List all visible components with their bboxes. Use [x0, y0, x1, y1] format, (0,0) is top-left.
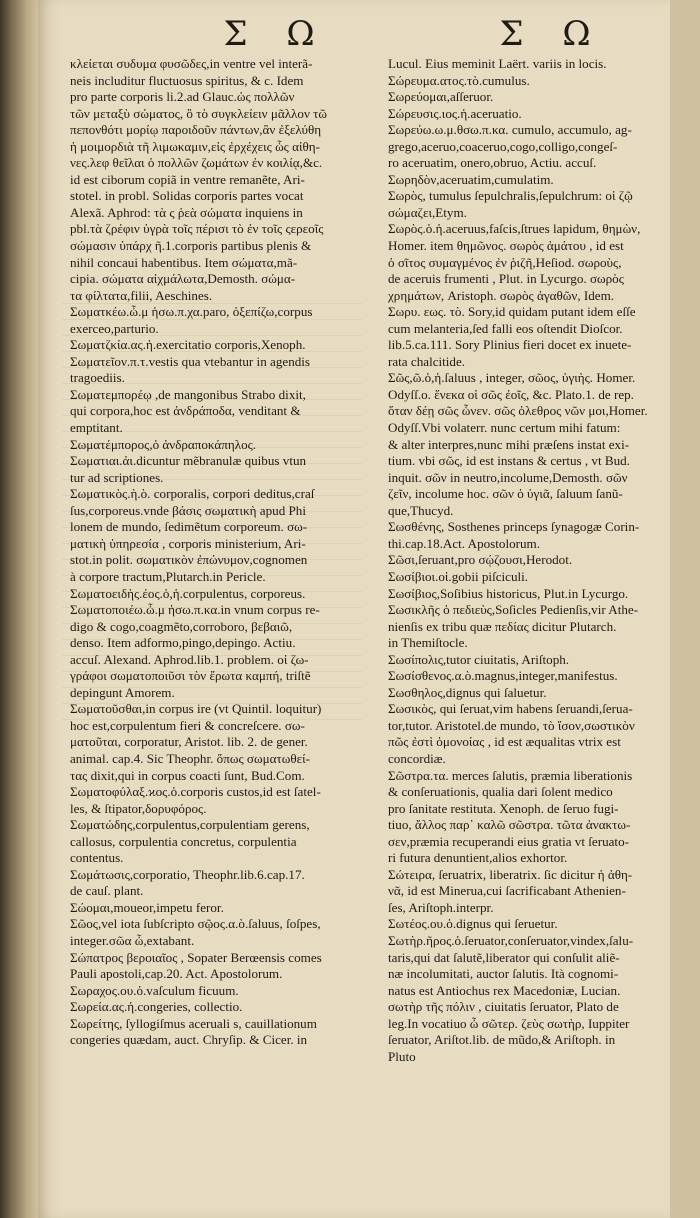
text-line: de aceruis frumenti , Plut. in Lycurgo. σωρὸς — [388, 271, 624, 287]
text-line: Σώπατρος βεροιαῖος , Sopater Berœensis comes — [70, 949, 322, 965]
text-line: næ incolumitati, auctor ſalutis. Ità cognomi- — [388, 966, 619, 982]
text-line: lib.5.ca.111. Sory Plinius fieri docet ex inuete- — [388, 337, 632, 353]
text-line: lonem de mundo, ſedimẽtum corporeum. σω- — [70, 519, 308, 535]
text-line: emptitant. — [70, 420, 123, 436]
text-line: Σωσίβιοι.οἱ.gobii piſciculi. — [388, 568, 529, 584]
text-line: Σωματοποιέω.ὦ.μ ἡσω.π.κα.in vnum corpus re- — [70, 602, 320, 618]
text-line: πεπονθότι μορίῳ παροιδοῦν πάντων,ἂν ἐξελύθη — [70, 122, 322, 138]
text-line: Σωρὸς.ὁ.ἡ.aceruus,faſcis,ſtrues lapidum, θημὼν, — [388, 221, 641, 237]
text-line: Odyſſ.ο. ἕνεκα οἱ σῶς ἐοῖς, &c. Plato.1. de rep. — [388, 386, 634, 402]
text-line: Σωτέος.ου.ὁ.dignus qui ſeruetur. — [388, 916, 558, 932]
text-line: Homer. item θημῶνος. σωρὸς ἀμάτου , id est — [388, 238, 624, 254]
text-line: ἡ μοιμορδιὰ τῆ λιμωκαμιν,εἰς ἐρχέχεις ὧς αἰθη- — [70, 138, 321, 154]
text-line: σεν,præmia recuperandi eius gratia vt ſeruato- — [388, 833, 629, 849]
text-line: stotel. in probl. Solidas corporis partes vocat — [70, 188, 304, 204]
text-line: accuſ. Alexand. Aphrod.lib.1. problem. οἱ ζω- — [70, 651, 309, 667]
text-line: Σωρεία.ας.ἡ.congeries, collectio. — [70, 999, 243, 1015]
text-line: Σωματεῖον.π.τ.vestis qua vtebantur in agendis — [70, 353, 311, 369]
text-line: Σωρηδὸν,aceruatim,cumulatim. — [388, 171, 554, 187]
text-line: cipia. σώματα αἰχμάλωτα,Demosth. σώμα- — [70, 271, 296, 287]
text-line: natus est Antiochus rex Macedoniæ, Lucian. — [388, 982, 621, 998]
text-line: leg.In vocatiuo ὦ σῶτερ. ζεὺς σωτὴρ, Iuppiter — [388, 1015, 630, 1031]
text-line: Σώρευσις.ιος.ἡ.aceruatio. — [388, 105, 522, 121]
text-line: ὁ σῖτος συμαγμένος ἐν ῥιζῆ,Heſiod. σωροὺς, — [388, 254, 622, 270]
text-line: cum melanteria,ſed falli eos oſtendit Dioſcor. — [388, 320, 623, 336]
text-line: πῶς ἐστὶ ὁμονοίας , id est æqualitas vtrix est — [388, 734, 621, 750]
text-line: Σωμάτωσις,corporatio, Theophr.lib.6.cap.17. — [70, 866, 305, 882]
text-line: rata chalcitide. — [388, 353, 466, 369]
text-line: id est ciborum copiã in ventre remanẽte, Ari- — [70, 171, 305, 187]
book-gutter — [0, 0, 38, 1218]
text-line: integer.σῶα ὦ,extabant. — [70, 932, 195, 948]
text-line: Σωματοῦσθαι,in corpus ire (vt Quintil. loquitur) — [70, 701, 322, 717]
text-line: Σωματιαι.ἀι.dicuntur mẽbranulæ quibus vtun — [70, 453, 307, 469]
text-line: tor,tutor. Aristotel.de mundo, τὸ ἴσον,σωστικὸν — [388, 717, 635, 733]
text-line: tragoediis. — [70, 370, 125, 386]
text-line: Σωρείτης, ſyllogiſmus aceruali s, cauillationum — [70, 1015, 317, 1031]
text-line: digo & cogo,coagmẽto,corroboro, βεβαιῶ, — [70, 618, 293, 634]
text-line: les, & ſtipator,δορυφόρος. — [70, 800, 207, 816]
text-line: Pluto — [388, 1048, 416, 1064]
text-line: exerceo,parturio. — [70, 320, 159, 336]
right-column — [388, 56, 682, 1065]
text-line: τας dixit,qui in corpus coacti ſunt, Bud.Com. — [70, 767, 305, 783]
text-line: tiuo, ἄλλος παρ᾽ καλῶ σῶστρα. τῶτα ἀνακτω- — [388, 817, 631, 833]
text-line: Σωσικὸς, qui ſeruat,vim habens ſeruandi,ſerua- — [388, 701, 633, 717]
text-line: Σώρευμα.ατος.τὸ.cumulus. — [388, 72, 530, 88]
text-line: grego,aceruo,coaceruo,cogo,colligo,congeſ- — [388, 138, 618, 154]
text-line: congeries quædam, auct. Chryſip. & Cicer. in — [70, 1032, 308, 1048]
text-line: stot.in polit. σωματικὸν ἐπώνυμον,cognomen — [70, 552, 308, 568]
text-line: Σωματοφύλαξ.ϰος.ὁ.corporis custos,id est ſatel- — [70, 784, 321, 800]
text-line: pro ſanitate restituta. Xenoph. de ſeruo fugi- — [388, 800, 619, 816]
text-line: κλείεται συδυμα φυσῶδες,in ventre vel interã- — [70, 56, 313, 71]
text-line: Σωρεύω.ω.μ.θσω.π.κα. cumulo, accumulo, ag- — [388, 122, 632, 138]
text-line: Σωρυ. εως. τὸ. Sory,id quidam putant idem eſſe — [388, 304, 636, 320]
text-line: tur ad scriptiones. — [70, 469, 164, 485]
text-line: pro parte corporis li.2.ad Glauc.ὡς πολλῶν — [70, 89, 295, 105]
text-line: νᾶ, id est Minerua,cui ſacrificabant Athenien- — [388, 883, 626, 899]
text-line: Σωσικλῆς ὁ πεδιεὺς,Soſicles Pedienſis,vir Athe- — [388, 602, 639, 618]
text-line: Σωρεύομαι,aſſeruor. — [388, 89, 494, 105]
text-line: Σωσθένης, Sosthenes princeps ſynagogæ Corin- — [388, 519, 640, 535]
text-line: Σωσίπολις,tutor ciuitatis, Ariſtoph. — [388, 651, 570, 667]
text-line: Odyſſ.Vbi volaterr. nunc certum mihi fatum: — [388, 420, 621, 436]
text-line: depingunt Amorem. — [70, 684, 175, 700]
text-line: Σωματοειδὴς.έος.ὁ,ἡ.corpulentus, corporeus. — [70, 585, 306, 601]
text-line: τα φίλτατα,filii, Aeschines. — [70, 287, 213, 303]
text-line: Pauli apostoli,cap.20. Act. Apostolorum. — [70, 966, 283, 982]
left-column — [70, 56, 370, 1049]
text-line: ζεῖν, incolume hoc. σῶν ὁ ὑγιᾶ, ſaluum ſanũ- — [388, 486, 623, 502]
text-line: in Themiſtocle. — [388, 635, 468, 651]
text-line: callosus, corpulentia concretus, corpulentia — [70, 833, 297, 849]
text-line: hoc est,corpulentum fieri & concreſcere. σω- — [70, 717, 305, 733]
text-line: concordiæ. — [388, 750, 446, 766]
text-line: Σωματκέω.ὦ.μ ἡσω.π.χα.paro, ὀξεπίζω,corpus — [70, 304, 313, 320]
text-line: ματικὴ ὑπηρεσία , corporis ministerium, Ari- — [70, 535, 306, 551]
text-line: Σωσίσθενος.α.ὸ.magnus,integer,manifestus. — [388, 668, 618, 684]
text-line: nihil concaui habentibus. Item σώματα,mã- — [70, 254, 298, 270]
text-line: σώμαζει,Etym. — [388, 204, 467, 220]
text-line: Σῶστρα.τα. merces ſalutis, præmia liberationis — [388, 767, 633, 783]
text-line: Lucul. Eius meminit Laërt. variis in locis. — [388, 56, 607, 71]
text-line: Σωραχος.ου.ὁ.vaſculum ficuum. — [70, 982, 239, 998]
text-line: Σώτειρα, ſeruatrix, liberatrix. ſic dicitur ἡ ἀθη- — [388, 866, 633, 882]
running-head-left: Σ Ω — [223, 14, 329, 54]
text-line: Σωτὴρ.ῆρος.ὁ.ſeruator,conſeruator,vindex,ſalu- — [388, 932, 634, 948]
text-line: τῶν μεταξὺ σώματος, ὃ τὸ συγκλείειν μᾶλλον τῶ — [70, 105, 328, 121]
text-line: νες.λεφ θεῖλαι ὁ πολλῶν ζωμάτων ἐν κοιλίᾳ,&c. — [70, 155, 323, 171]
text-line: & conſeruationis, qualia dari ſolent medico — [388, 784, 613, 800]
text-line: nienſis ex tribu quæ πεδίας dicitur Plutarch. — [388, 618, 617, 634]
text-line: Σωματικὸς.ὴ.ὸ. corporalis, corpori deditus,craſ — [70, 486, 315, 502]
running-head-right: Σ Ω — [499, 14, 605, 54]
text-line: animal. cap.4. Sic Theophr. ὅπως σωματωθεί- — [70, 750, 310, 766]
text-line: neis includitur fluctuosus spiritus, & c. Idem — [70, 72, 304, 88]
text-line: inquit. σῶν in neutro,incolume,Demosth. σῶν — [388, 469, 628, 485]
text-line: qui corpora,hoc est ἀνδράποδα, venditant & — [70, 403, 301, 419]
text-line: ro aceruatim, onero,obruo, Actiu. accuſ. — [388, 155, 597, 171]
text-line: & alter interpres,nunc mihi præſens instat exi- — [388, 436, 630, 452]
text-line: ματοῦται, corporatur, Aristot. lib. 2. de gener. — [70, 734, 308, 750]
text-line: Σωματώδης,corpulentus,corpulentiam gerens, — [70, 817, 310, 833]
text-line: γράφοι σωματοποιῦσι τὸν ἔρωτα καμπή, triſtẽ — [70, 668, 311, 684]
text-line: Σωσθηλος,dignus qui ſaluetur. — [388, 684, 547, 700]
text-line: thi.cap.18.Act. Apostolorum. — [388, 535, 541, 551]
text-line: Σωματέμπορος,ὁ ἀνδραποκάπηλος. — [70, 436, 257, 452]
text-line: à corpore tractum,Plutarch.in Pericle. — [70, 568, 266, 584]
text-line: Σῶς,ῶ.ὁ,ἡ.ſaluus , integer, σῶος, ὑγιὴς. Homer. — [388, 370, 636, 386]
text-line: contentus. — [70, 850, 124, 866]
text-line: Σωρὸς, tumulus ſepulchralis,ſepulchrum: οἱ ζῷ — [388, 188, 633, 204]
text-line: Σωματεμπορέῳ ,de mangonibus Strabo dixit, — [70, 386, 306, 402]
text-line: Σώομαι,moueor,impetu feror. — [70, 899, 224, 915]
text-line: Σῶος,vel iota ſubſcripto σῷος.α.ὸ.ſaluus, ſoſpes, — [70, 916, 321, 932]
text-line: denso. Item adformo,pingo,depingo. Actiu. — [70, 635, 296, 651]
text-line: pbl.τὰ ζρέφιν ὑγρὰ τοῖς πέρισι τὸ ἐν τοῖς ςερεοῖς — [70, 221, 324, 237]
text-line: χρημάτων, Aristoph. σωρὸς ἀγαθῶν, Idem. — [388, 287, 615, 303]
text-line: ſeruator, Ariſtot.lib. de mũdo,& Ariſtoph. in — [388, 1032, 616, 1048]
text-line: σωτὴρ τῆς πόλιν , ciuitatis ſeruator, Plato de — [388, 999, 619, 1015]
text-line: de cauſ. plant. — [70, 883, 144, 899]
text-line: Σωματζκία.ας.ἡ.exercitatio corporis,Xenoph. — [70, 337, 306, 353]
text-line: que,Thucyd. — [388, 502, 454, 518]
text-line: Alexã. Aphrod: τὰ ς ῥεὰ σώματα inquiens in — [70, 204, 303, 220]
text-line: Σῶσι,ſeruant,pro σῴζουσι,Herodot. — [388, 552, 573, 568]
text-line: tium. vbi σῶς, id est instans & certus , vt Bud. — [388, 453, 630, 469]
text-line: taris,qui dat ſalutẽ,liberator qui conſulit aliẽ- — [388, 949, 620, 965]
text-line: σώμασιν ὑπάρχ ῆ.1.corporis partibus plenis & — [70, 238, 312, 254]
text-line: ὅταν δέῃ σῶς ὧνεν. σῶς ὀλεθρος νῶν μοι,Homer. — [388, 403, 648, 419]
text-line: ri futura denuntient,alios exhortor. — [388, 850, 568, 866]
text-line: ſus,corporeus.vnde βάσις σωματικὴ apud Phi — [70, 502, 306, 518]
text-line: ſes, Ariſtoph.interpr. — [388, 899, 494, 915]
text-line: Σωσίβιος,Soſibius historicus, Plut.in Lycurgo. — [388, 585, 629, 601]
